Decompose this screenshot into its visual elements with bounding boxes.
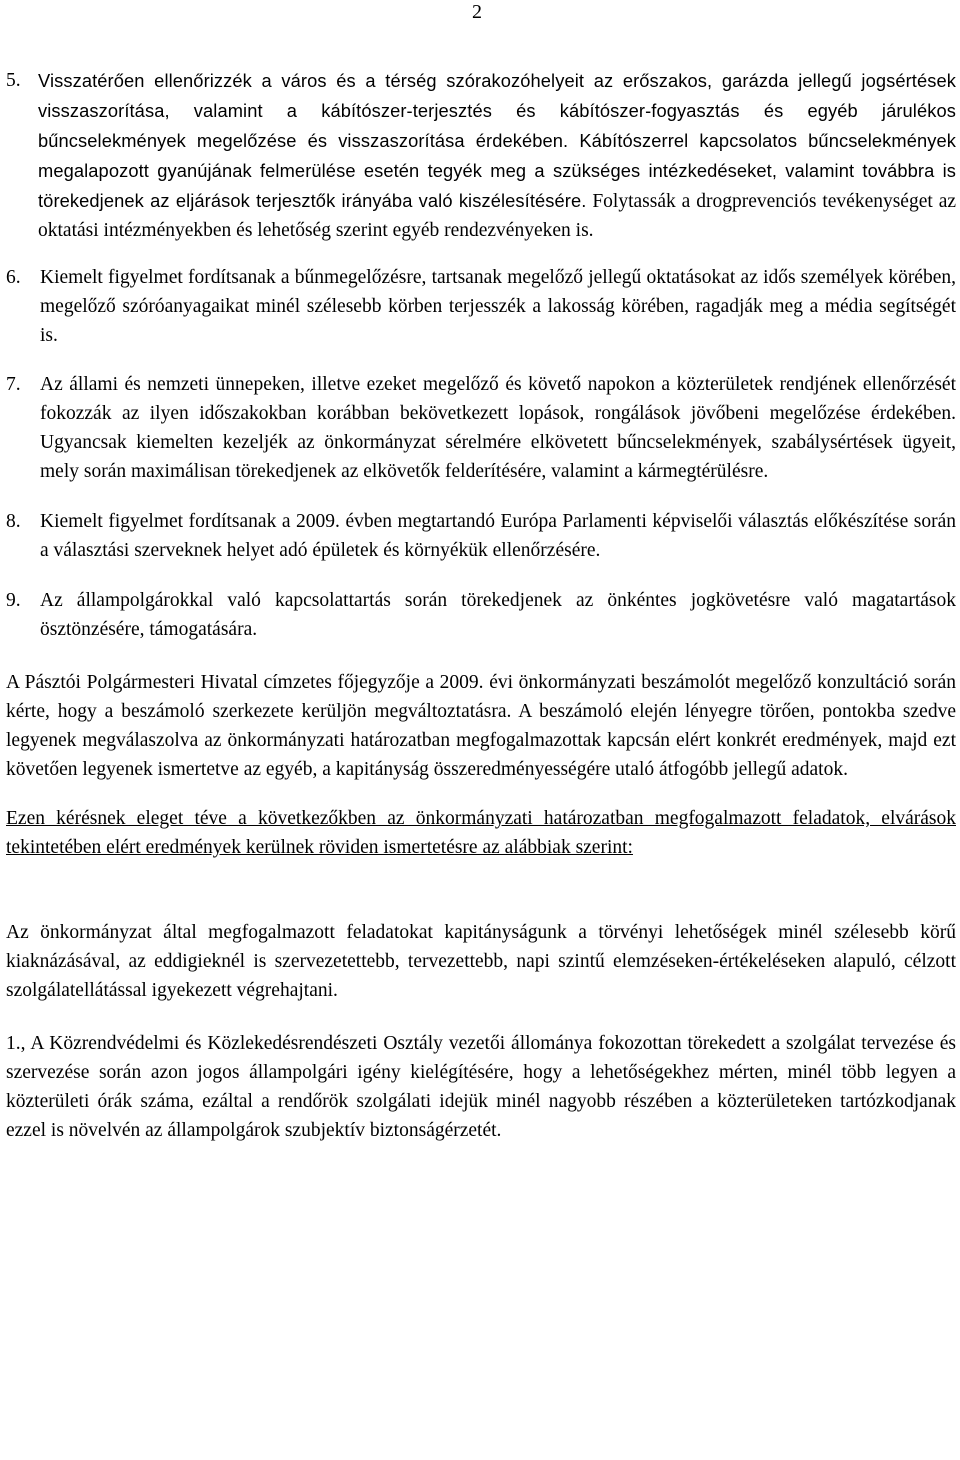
item-text-serif: Folytassák a drogprevenciós tevékenységet az oktatási intézményekben és lehetőség szerint egyéb rendezvényeken is. <box>38 191 957 241</box>
item-number: 5. <box>6 70 21 91</box>
list-item-8 <box>6 507 956 565</box>
item-number: 8. <box>6 511 21 532</box>
list-item-6 <box>6 263 956 350</box>
paragraph-underlined: Ezen kérésnek eleget téve a következőkben az önkormányzati határozatban megfogalmazott feladatok, elvárások tekintetében elért eredmények kerülnek röviden ismertetésre az alábbiak szerint: <box>6 808 956 858</box>
list-item-7 <box>6 370 956 486</box>
item-number: 9. <box>6 590 21 611</box>
item-text: Az állami és nemzeti ünnepeken, illetve ezeket megelőző és követő napokon a közterületek rendjének ellenőrzését fokozzák az ilyen időszakokban korábban bekövetkezett lopások, rongálások jövőbeni megelőzése érdekében. Ugyancsak kiemelten kezeljék az önkormányzat sérelmére elkövetett bűncselekmények, szabálysértések ügyeit, mely során maximálisan törekedjenek az elkövetők felderítésére, valamint a kármegtérülésre. <box>40 374 956 482</box>
list-item-9 <box>6 586 956 644</box>
paragraph-item-1: 1., A Közrendvédelmi és Közlekedésrendészeti Osztály vezetői állománya fokozottan törekedett a szolgálat tervezése és szervezése során azon jogos állampolgári igény kielégítésére, hogy a lehetőségekhez mérten, minél több legyen a közterületi órák száma, ezáltal a rendőrök szolgálati idejük minél nagyobb részében a közterületeken tartózkodjanak ezzel is növelvén az állampolgárok szubjektív biztonságérzetét. <box>6 1033 956 1141</box>
item-number: 7. <box>6 374 21 395</box>
item-text: Kiemelt figyelmet fordítsanak a bűnmegelőzésre, tartsanak megelőző jellegű oktatásokat az idős személyek körében, megelőző szóróanyagaikat minél szélesebb körben terjesszék a lakosság körében, ragadják meg a média segítségét is. <box>40 267 956 346</box>
item-number: 6. <box>6 267 21 288</box>
item-text: Kiemelt figyelmet fordítsanak a 2009. évben megtartandó Európa Parlamenti képviselői választás előkészítése során a választási szerveknek helyet adó épületek és környékük ellenőrzésére. <box>40 511 956 561</box>
page-number: 2 <box>472 1 482 23</box>
paragraph-request: A Pásztói Polgármesteri Hivatal címzetes főjegyzője a 2009. évi önkormányzati beszámolót megelőző konzultáció során kérte, hogy a beszámoló szerkezete kerüljön megváltoztatásra. A beszámoló elején lényegre törően, pontokba szedve legyenek megválaszolva az önkormányzati határozatban megfogalmazottak kapcsán elért konkrét eredmények, majd ezt követően legyenek ismertetve az egyéb, a kapitányság összeredményességére utaló átfogóbb jellegű adatok. <box>6 672 956 780</box>
paragraph-tasks: Az önkormányzat által megfogalmazott feladatokat kapitányságunk a törvényi lehetőségek minél szélesebb körű kiaknázásával, az eddigieknél is szervezetettebb, tervezettebb, napi szintű elemzéseken-értékeléseken alapuló, célzott szolgálatellátással igyekezett végrehajtani. <box>6 922 956 1001</box>
document-body <box>6 66 956 1145</box>
item-text <box>38 66 956 245</box>
item-text: Az állampolgárokkal való kapcsolattartás során törekedjenek az önkéntes jogkövetésre való magatartások ösztönzésére, támogatására. <box>40 590 956 640</box>
item-text-sans: Visszatérően ellenőrizzék a város és a térség szórakozóhelyeit az erőszakos, garázda jellegű jogsértések visszaszorítása, valamint a kábítószer-terjesztés és kábítószer-fogyasztás és egyéb járulékos bűncselekmények megelőzése és visszaszorítása érdekében. Kábítószerrel kapcsolatos bűncselekmények megalapozott gyanújának felmerülése esetén tegyék meg a szükséges intézkedéseket, valamint továbbra is törekedjenek az eljárások terjesztők irányába való kiszélesítésére. <box>38 70 956 211</box>
list-item-5 <box>6 66 956 245</box>
